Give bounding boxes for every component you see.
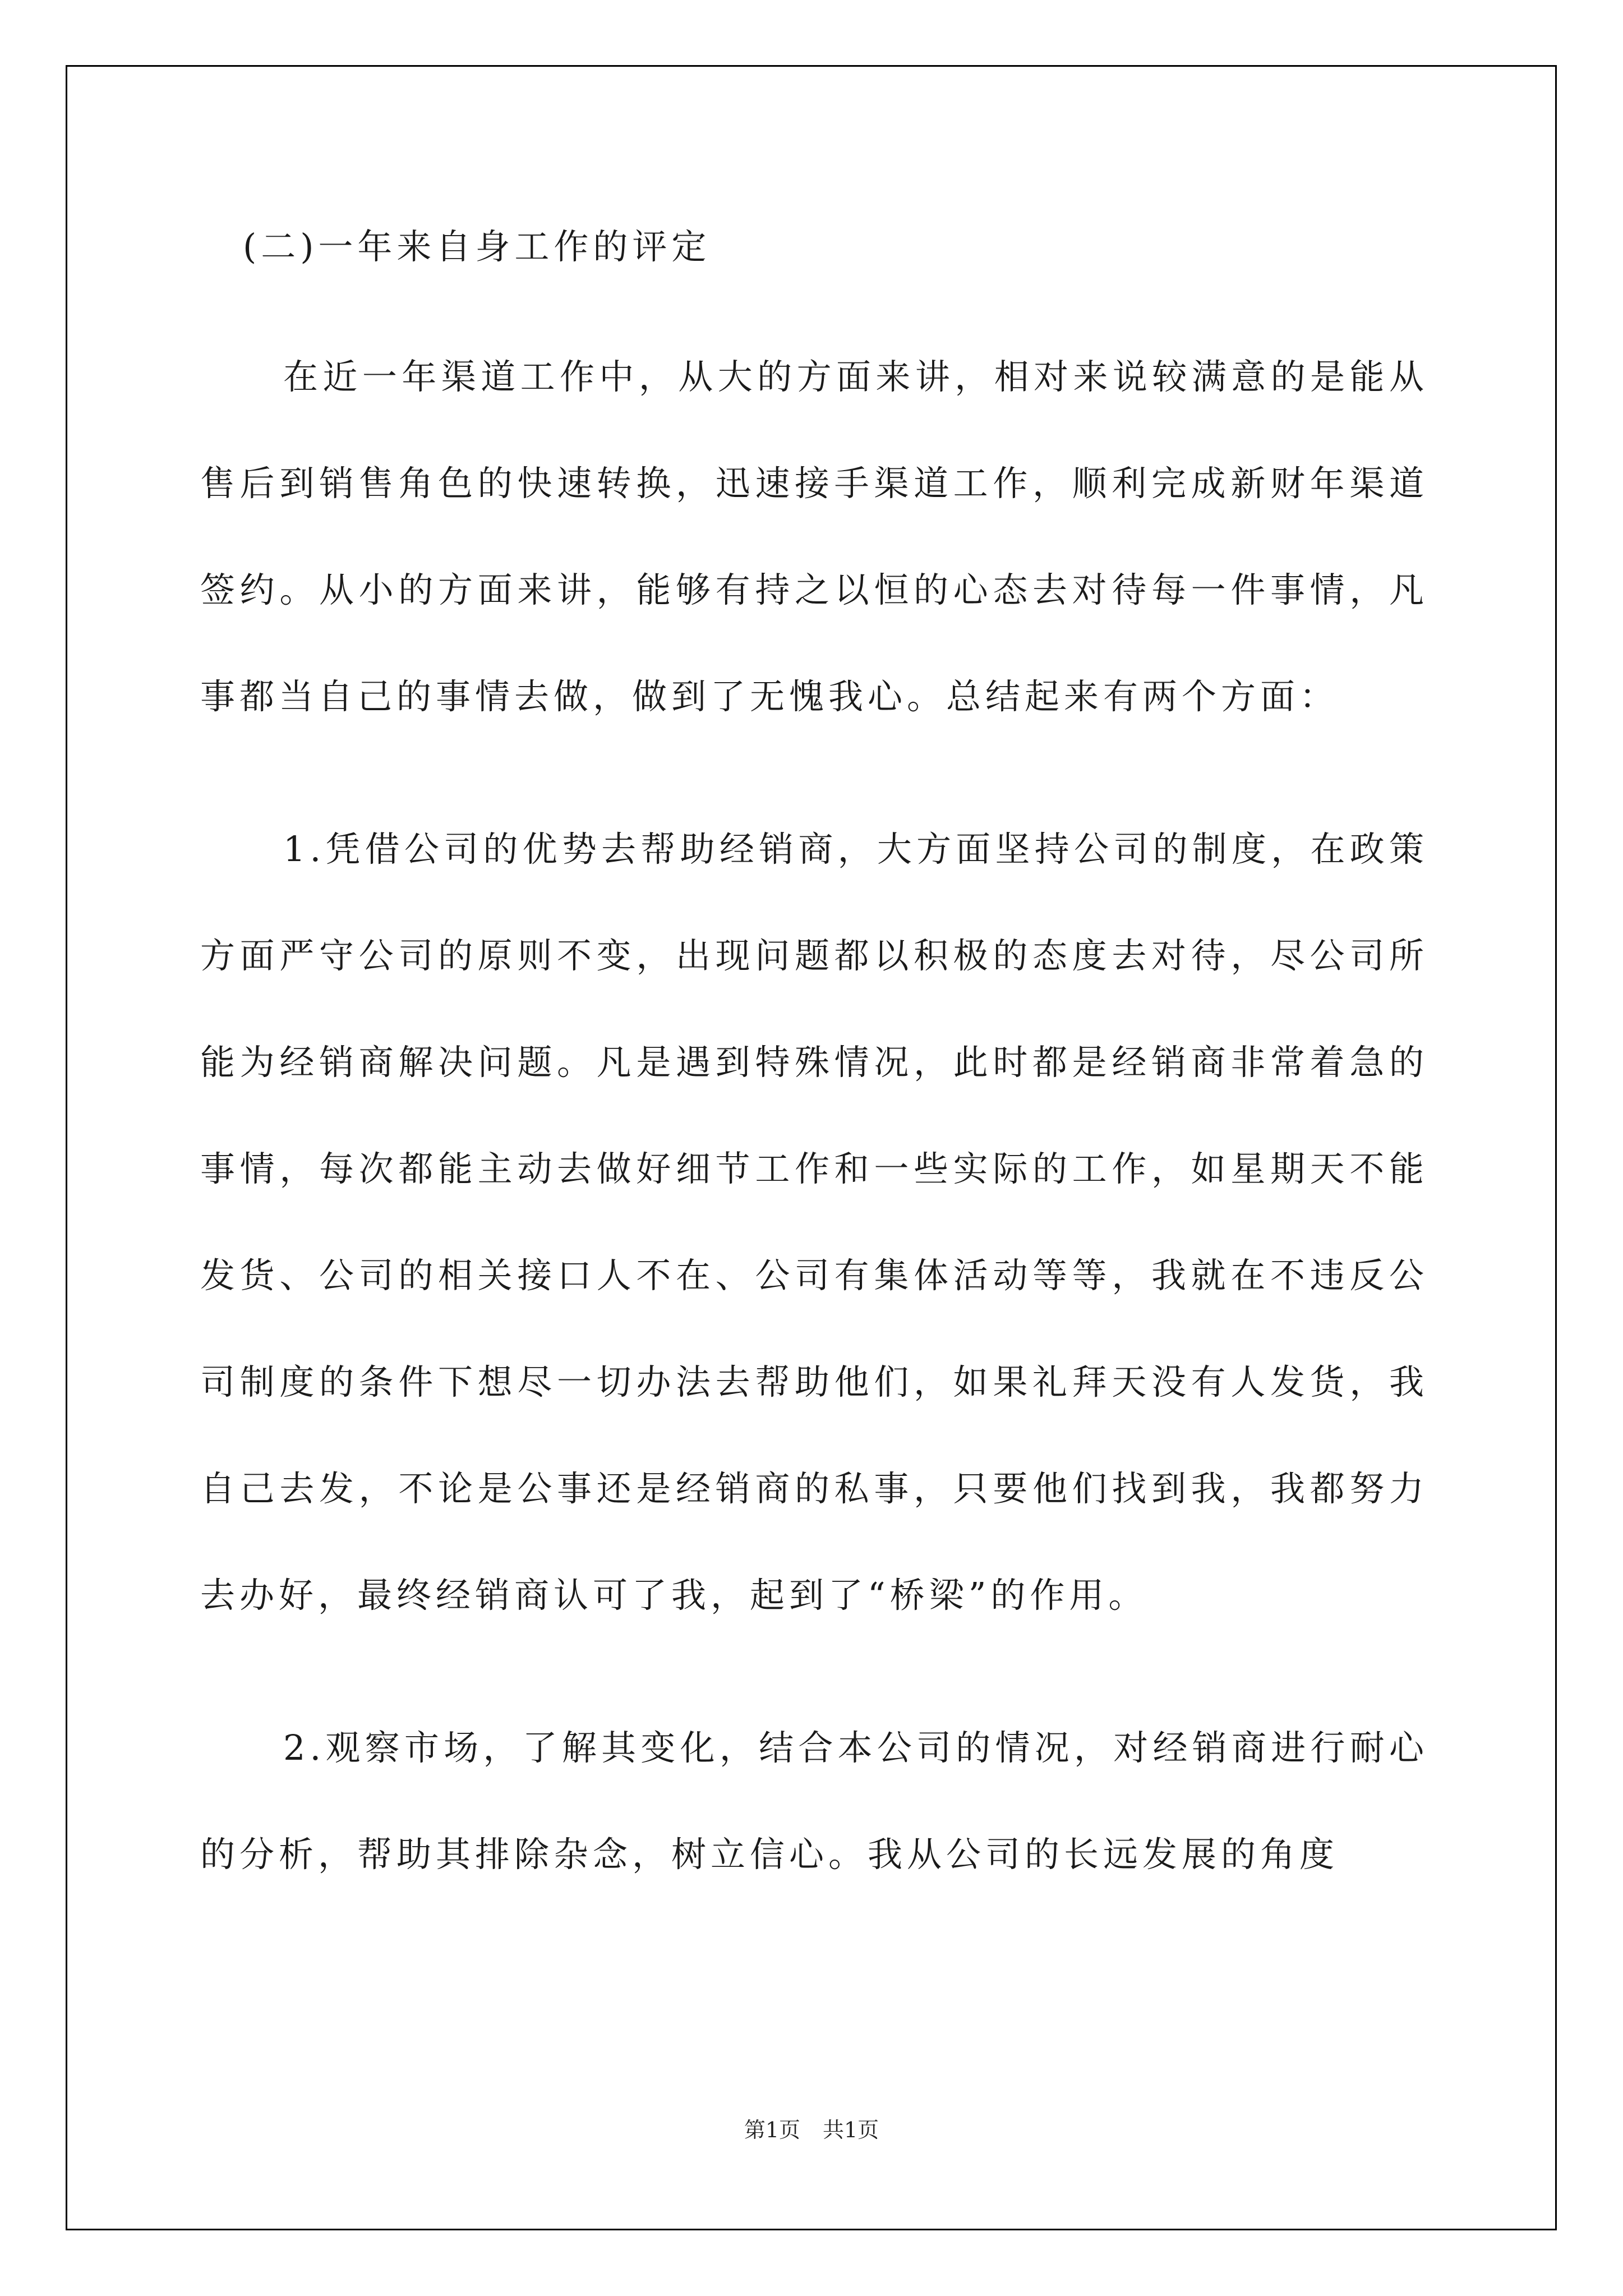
page-number: 第1页 xyxy=(744,2118,800,2142)
section-title: (二)一年来自身工作的评定 xyxy=(243,226,711,267)
document-body xyxy=(200,216,1428,1908)
page-total: 共1页 xyxy=(823,2118,879,2142)
paragraph-point-1: 1.凭借公司的优势去帮助经销商，大方面坚持公司的制度，在政策方面严守公司的原则不变，出现问题都以积极的态度去对待，尽公司所能为经销商解决问题。凡是遇到特殊情况，此时都是经销商非常着急的事情，每次都能主动去做好细节工作和一些实际的工作，如星期天不能发货、公司的相关接口人不在、公司有集体活动等等，我就在不违反公司制度的条件下想尽一切办法去帮助他们，如果礼拜天没有人发货，我自己去发，不论是公事还是经销商的私事，只要他们找到我，我都努力去办好，最终经销商认可了我，起到了“桥梁”的作用。 xyxy=(200,829,1428,1616)
page-footer xyxy=(0,2116,1623,2144)
paragraph-point-2: 2.观察市场，了解其变化，结合本公司的情况，对经销商进行耐心的分析，帮助其排除杂念，树立信心。我从公司的长远发展的角度 xyxy=(200,1727,1428,1875)
paragraph-intro: 在近一年渠道工作中，从大的方面来讲，相对来说较满意的是能从售后到销售角色的快速转换，迅速接手渠道工作，顺利完成新财年渠道签约。从小的方面来讲，能够有持之以恒的心态去对待每一件事情，凡事都当自己的事情去做，做到了无愧我心。总结起来有两个方面： xyxy=(200,356,1428,717)
